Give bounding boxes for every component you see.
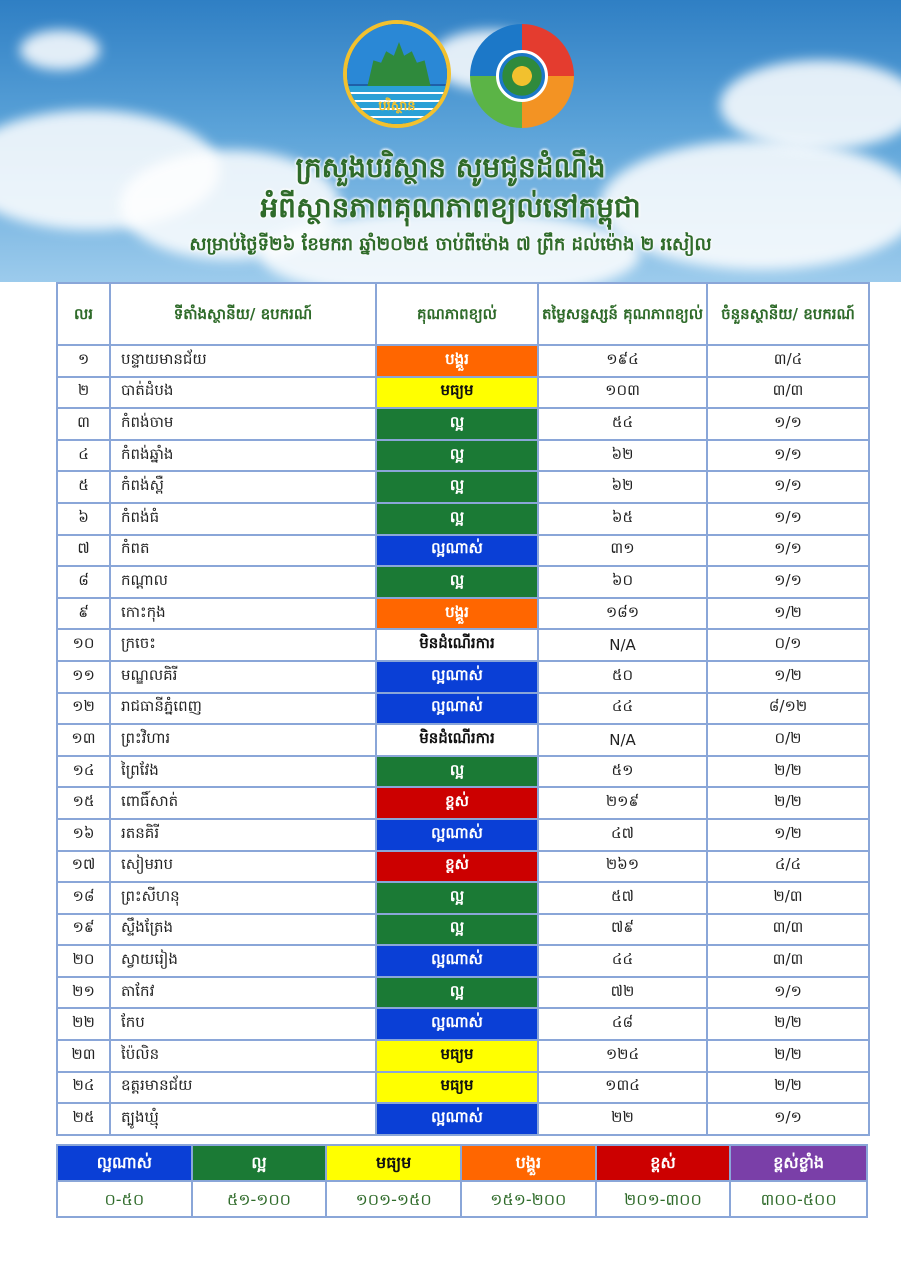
environment-circle-logo	[470, 24, 574, 128]
header	[0, 148, 901, 260]
header-subtitle: សម្រាប់ថ្ងៃទី២៦ ខែមករា ឆ្នាំ២០២៥ ចាប់ពីម៉ោង ៧ ព្រឹក ដល់ម៉ោង ២ រសៀល	[189, 234, 712, 255]
row-stations: ២/៣	[707, 882, 869, 914]
row-aqi-index: ២២	[538, 1103, 707, 1135]
row-location: កំពង់ស្ពឺ	[110, 471, 376, 503]
legend-category: ខ្ពស់	[597, 1146, 732, 1180]
table-row	[57, 977, 869, 1009]
header-title-line2: អំពីស្ថានភាពគុណភាពខ្យល់នៅកម្ពុជា	[260, 191, 641, 224]
logos	[0, 20, 901, 135]
row-aqi-index: ៦២	[538, 471, 707, 503]
row-location: ប៉ៃលិន	[110, 1040, 376, 1072]
row-air-quality: ល្អ	[376, 977, 538, 1009]
table-row	[57, 819, 869, 851]
row-number: ១៤	[57, 756, 110, 788]
row-number: ១៦	[57, 819, 110, 851]
row-number: ១	[57, 345, 110, 377]
table-row	[57, 345, 869, 377]
row-number: ២២	[57, 1008, 110, 1040]
row-stations: ០/២	[707, 724, 869, 756]
row-location: តាកែវ	[110, 977, 376, 1009]
row-aqi-index: ៣១	[538, 535, 707, 567]
table-row	[57, 1008, 869, 1040]
table-row	[57, 440, 869, 472]
legend-range: ១៥១-២០០	[462, 1180, 597, 1216]
table-row	[57, 1103, 869, 1135]
row-location: ក្រចេះ	[110, 629, 376, 661]
table-row	[57, 693, 869, 725]
row-location: កំពត	[110, 535, 376, 567]
row-air-quality: ល្អ	[376, 503, 538, 535]
row-air-quality: ល្អ	[376, 471, 538, 503]
aqi-legend	[56, 1144, 868, 1218]
row-number: ៨	[57, 566, 110, 598]
row-number: ១៥	[57, 787, 110, 819]
row-aqi-index: ៤៧	[538, 819, 707, 851]
legend-category: ល្អ	[193, 1146, 328, 1180]
row-aqi-index: ៥៤	[538, 408, 707, 440]
table-row	[57, 945, 869, 977]
legend-range: ១០១-១៥០	[327, 1180, 462, 1216]
row-number: ១១	[57, 661, 110, 693]
row-stations: ២/២	[707, 1072, 869, 1104]
row-aqi-index: ៦០	[538, 566, 707, 598]
row-air-quality: មធ្យម	[376, 377, 538, 409]
row-air-quality: ល្អណាស់	[376, 661, 538, 693]
row-location: កំពង់ចាម	[110, 408, 376, 440]
header-stations: ចំនួនស្ថានីយ/ ឧបករណ៍	[707, 283, 869, 345]
row-number: ១៣	[57, 724, 110, 756]
row-stations: ១/២	[707, 819, 869, 851]
row-location: ព្រៃវែង	[110, 756, 376, 788]
row-air-quality: ល្អ	[376, 408, 538, 440]
row-location: សៀមរាប	[110, 851, 376, 883]
table-row	[57, 882, 869, 914]
legend-category: ល្អណាស់	[58, 1146, 193, 1180]
table-row	[57, 629, 869, 661]
legend-category: ខ្ពស់ខ្លាំង	[731, 1146, 866, 1180]
table-row	[57, 535, 869, 567]
row-air-quality: មិនដំណើរការ	[376, 724, 538, 756]
row-air-quality: ល្អណាស់	[376, 535, 538, 567]
table-header-row	[57, 283, 869, 345]
row-stations: ២/២	[707, 1040, 869, 1072]
row-aqi-index: ២១៩	[538, 787, 707, 819]
table-row	[57, 1040, 869, 1072]
legend-category: មធ្យម	[327, 1146, 462, 1180]
row-aqi-index: ៦២	[538, 440, 707, 472]
row-aqi-index: ៥៧	[538, 882, 707, 914]
row-air-quality: ល្អ	[376, 756, 538, 788]
row-aqi-index: ១៨១	[538, 598, 707, 630]
row-air-quality: ល្អ	[376, 440, 538, 472]
row-number: ១៧	[57, 851, 110, 883]
row-location: មណ្ឌលគិរី	[110, 661, 376, 693]
row-stations: ១/១	[707, 471, 869, 503]
row-stations: ១/១	[707, 440, 869, 472]
row-location: កោះកុង	[110, 598, 376, 630]
row-location: កណ្តាល	[110, 566, 376, 598]
row-aqi-index: N/A	[538, 724, 707, 756]
row-aqi-index: ១៣៤	[538, 1072, 707, 1104]
table-row	[57, 598, 869, 630]
legend-range: ២០១-៣០០	[597, 1180, 732, 1216]
row-stations: ២/២	[707, 756, 869, 788]
row-aqi-index: ១៩៤	[538, 345, 707, 377]
header-title-line1: ក្រសួងបរិស្ថាន សូមជូនដំណឹង	[295, 151, 606, 184]
table-row	[57, 851, 869, 883]
row-stations: ១/១	[707, 977, 869, 1009]
row-air-quality: ល្អ	[376, 882, 538, 914]
row-location: បាត់ដំបង	[110, 377, 376, 409]
row-aqi-index: ៤៤	[538, 945, 707, 977]
row-number: ១៨	[57, 882, 110, 914]
row-number: ២១	[57, 977, 110, 1009]
row-air-quality: មធ្យម	[376, 1040, 538, 1072]
table-row	[57, 566, 869, 598]
row-number: ២០	[57, 945, 110, 977]
row-air-quality: ល្អណាស់	[376, 945, 538, 977]
row-location: ព្រះវិហារ	[110, 724, 376, 756]
row-stations: ២/២	[707, 787, 869, 819]
row-air-quality: ល្អណាស់	[376, 693, 538, 725]
row-stations: ១/២	[707, 661, 869, 693]
row-stations: ១/១	[707, 503, 869, 535]
row-air-quality: មិនដំណើរការ	[376, 629, 538, 661]
table-row	[57, 1072, 869, 1104]
table-row	[57, 377, 869, 409]
row-air-quality: មធ្យម	[376, 1072, 538, 1104]
row-stations: ៣/៣	[707, 945, 869, 977]
legend-category: បង្គួរ	[462, 1146, 597, 1180]
row-stations: ៣/៣	[707, 377, 869, 409]
row-location: ព្រះសីហនុ	[110, 882, 376, 914]
row-stations: ៣/៣	[707, 914, 869, 946]
row-aqi-index: ៧២	[538, 977, 707, 1009]
table-row	[57, 503, 869, 535]
ministry-of-environment-logo	[343, 20, 451, 128]
row-aqi-index: ៧៩	[538, 914, 707, 946]
row-location: រតនគិរី	[110, 819, 376, 851]
row-air-quality: ខ្ពស់	[376, 787, 538, 819]
row-number: ៧	[57, 535, 110, 567]
row-air-quality: បង្គួរ	[376, 598, 538, 630]
row-air-quality: បង្គួរ	[376, 345, 538, 377]
row-location: កែប	[110, 1008, 376, 1040]
air-quality-table	[56, 282, 870, 1136]
row-stations: ១/១	[707, 535, 869, 567]
row-location: ឧត្តរមានជ័យ	[110, 1072, 376, 1104]
header-air-quality: គុណភាពខ្យល់	[376, 283, 538, 345]
row-aqi-index: ៥០	[538, 661, 707, 693]
row-number: ១២	[57, 693, 110, 725]
row-aqi-index: ២៦១	[538, 851, 707, 883]
logo-text: បរិស្ថាន	[378, 99, 416, 114]
row-number: ៥	[57, 471, 110, 503]
header-aqi-index: តម្លៃសន្ទស្សន៍ គុណភាពខ្យល់	[538, 283, 707, 345]
row-location: កំពង់ឆ្នាំង	[110, 440, 376, 472]
table-row	[57, 787, 869, 819]
table-row	[57, 661, 869, 693]
header-no: លរ	[57, 283, 110, 345]
row-number: ២៥	[57, 1103, 110, 1135]
row-location: ស្ទឹងត្រែង	[110, 914, 376, 946]
row-air-quality: ល្អណាស់	[376, 1008, 538, 1040]
row-number: ២៣	[57, 1040, 110, 1072]
table-row	[57, 408, 869, 440]
row-stations: ២/២	[707, 1008, 869, 1040]
header-location: ទីតាំងស្ថានីយ/ ឧបករណ៍	[110, 283, 376, 345]
row-location: កំពង់ធំ	[110, 503, 376, 535]
table-row	[57, 756, 869, 788]
row-number: ១០	[57, 629, 110, 661]
row-location: ស្វាយរៀង	[110, 945, 376, 977]
legend-range: ៥១-១០០	[193, 1180, 328, 1216]
row-number: ២	[57, 377, 110, 409]
row-location: ពោធិ៍សាត់	[110, 787, 376, 819]
row-aqi-index: ១២៤	[538, 1040, 707, 1072]
row-air-quality: ខ្ពស់	[376, 851, 538, 883]
row-aqi-index: ៤៤	[538, 693, 707, 725]
row-location: រាជធានីភ្នំពេញ	[110, 693, 376, 725]
legend-range: ០-៥០	[58, 1180, 193, 1216]
row-aqi-index: ៦៥	[538, 503, 707, 535]
row-location: បន្ទាយមានជ័យ	[110, 345, 376, 377]
row-air-quality: ល្អ	[376, 914, 538, 946]
row-number: ២៤	[57, 1072, 110, 1104]
row-stations: ១/១	[707, 1103, 869, 1135]
row-aqi-index: ៥១	[538, 756, 707, 788]
row-aqi-index: ១០៣	[538, 377, 707, 409]
row-stations: ១/២	[707, 598, 869, 630]
row-air-quality: ល្អណាស់	[376, 819, 538, 851]
row-stations: ៣/៤	[707, 345, 869, 377]
row-number: ៦	[57, 503, 110, 535]
row-number: ១៩	[57, 914, 110, 946]
row-number: ៣	[57, 408, 110, 440]
table-row	[57, 471, 869, 503]
row-stations: ៤/៤	[707, 851, 869, 883]
row-number: ៩	[57, 598, 110, 630]
row-aqi-index: ៤៨	[538, 1008, 707, 1040]
row-stations: ១/១	[707, 408, 869, 440]
table-row	[57, 914, 869, 946]
row-stations: ១/១	[707, 566, 869, 598]
row-location: ត្បូងឃ្មុំ	[110, 1103, 376, 1135]
row-stations: ០/១	[707, 629, 869, 661]
row-stations: ៨/១២	[707, 693, 869, 725]
legend-range: ៣០០-៥០០	[731, 1180, 866, 1216]
row-aqi-index: N/A	[538, 629, 707, 661]
row-air-quality: ល្អ	[376, 566, 538, 598]
table-row	[57, 724, 869, 756]
row-air-quality: ល្អណាស់	[376, 1103, 538, 1135]
row-number: ៤	[57, 440, 110, 472]
